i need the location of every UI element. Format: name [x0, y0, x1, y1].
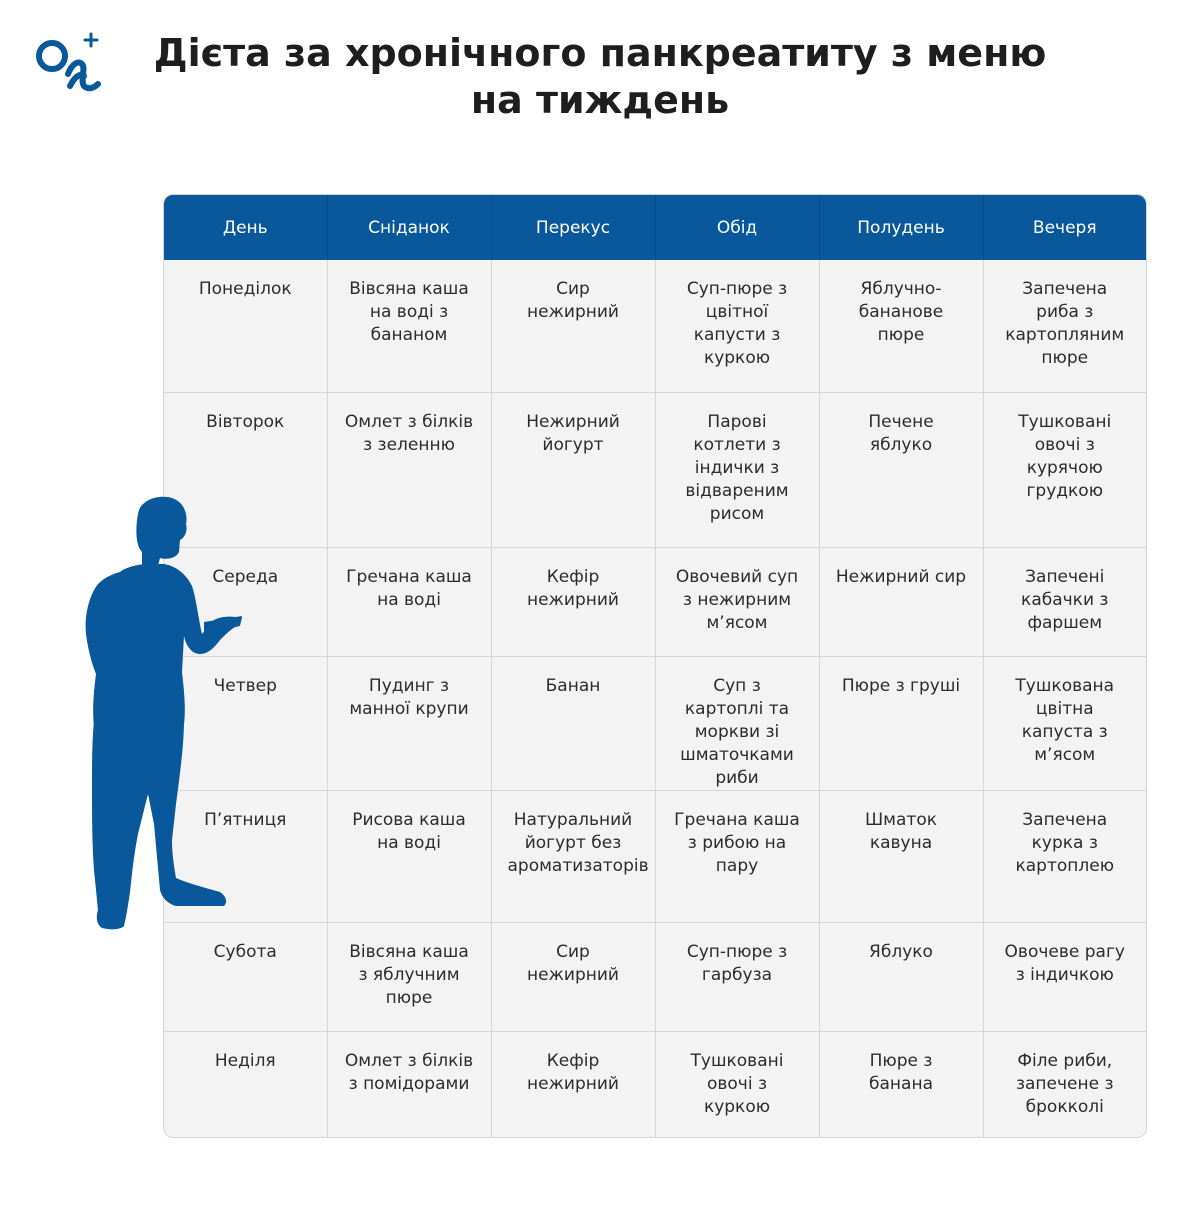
lunch-cell: Овочевий суп з нежирним м’ясом	[655, 547, 819, 656]
breakfast-cell: Гречана каша на воді	[327, 547, 491, 656]
brand-logo-icon	[34, 30, 104, 94]
lunch-cell: Суп з картоплі та моркви зі шматочками риби	[655, 656, 819, 790]
snack-cell: Сир нежирний	[491, 260, 655, 392]
table-header-row	[164, 195, 1146, 260]
table-row	[164, 790, 1146, 922]
weekly-menu-table	[163, 194, 1147, 1138]
column-header-snack: Перекус	[491, 195, 655, 260]
afternoon-cell: Яблуко	[819, 922, 983, 1031]
man-with-tablet-silhouette-icon	[80, 494, 250, 934]
breakfast-cell: Омлет з білків з зеленню	[327, 392, 491, 547]
dinner-cell: Запечена риба з картопляним пюре	[983, 260, 1146, 392]
afternoon-cell: Шматок кавуна	[819, 790, 983, 922]
dinner-cell: Тушкована цвітна капуста з м’ясом	[983, 656, 1146, 790]
dinner-cell: Тушковані овочі з курячою грудкою	[983, 392, 1146, 547]
afternoon-cell: Пюре з груші	[819, 656, 983, 790]
column-header-afternoon: Полудень	[819, 195, 983, 260]
column-header-breakfast: Сніданок	[327, 195, 491, 260]
breakfast-cell: Рисова каша на воді	[327, 790, 491, 922]
column-header-day: День	[164, 195, 327, 260]
day-cell: Понеділок	[164, 260, 327, 392]
lunch-cell: Суп-пюре з цвітної капусти з куркою	[655, 260, 819, 392]
afternoon-cell: Нежирний сир	[819, 547, 983, 656]
day-cell: Субота	[164, 922, 327, 1031]
day-cell: Неділя	[164, 1031, 327, 1138]
day-cell: Середа	[164, 547, 327, 656]
dinner-cell: Запечені кабачки з фаршем	[983, 547, 1146, 656]
table-row	[164, 260, 1146, 392]
lunch-cell: Парові котлети з індички з відвареним рисом	[655, 392, 819, 547]
snack-cell: Кефір нежирний	[491, 1031, 655, 1138]
lunch-cell: Суп-пюре з гарбуза	[655, 922, 819, 1031]
table-row	[164, 656, 1146, 790]
table-row	[164, 922, 1146, 1031]
table-row	[164, 1031, 1146, 1138]
day-cell: Вівторок	[164, 392, 327, 547]
page-title: Дієта за хронічного панкреатиту з меню на тиждень	[153, 31, 1047, 122]
afternoon-cell: Пюре з банана	[819, 1031, 983, 1138]
snack-cell: Нежирний йогурт	[491, 392, 655, 547]
lunch-cell: Гречана каша з рибою на пару	[655, 790, 819, 922]
column-header-dinner: Вечеря	[983, 195, 1146, 260]
snack-cell: Сир нежирний	[491, 922, 655, 1031]
afternoon-cell: Яблучно-бананове пюре	[819, 260, 983, 392]
breakfast-cell: Омлет з білків з помідорами	[327, 1031, 491, 1138]
snack-cell: Натуральний йогурт без ароматизаторів	[491, 790, 655, 922]
day-cell: П’ятниця	[164, 790, 327, 922]
dinner-cell: Філе риби, запечене з брокколі	[983, 1031, 1146, 1138]
dinner-cell: Овочеве рагу з індичкою	[983, 922, 1146, 1031]
snack-cell: Банан	[491, 656, 655, 790]
day-cell: Четвер	[164, 656, 327, 790]
afternoon-cell: Печене яблуко	[819, 392, 983, 547]
snack-cell: Кефір нежирний	[491, 547, 655, 656]
dinner-cell: Запечена курка з картоплею	[983, 790, 1146, 922]
breakfast-cell: Вівсяна каша з яблучним пюре	[327, 922, 491, 1031]
table-row	[164, 392, 1146, 547]
column-header-lunch: Обід	[655, 195, 819, 260]
table-row	[164, 547, 1146, 656]
breakfast-cell: Вівсяна каша на воді з бананом	[327, 260, 491, 392]
lunch-cell: Тушковані овочі з куркою	[655, 1031, 819, 1138]
breakfast-cell: Пудинг з манної крупи	[327, 656, 491, 790]
